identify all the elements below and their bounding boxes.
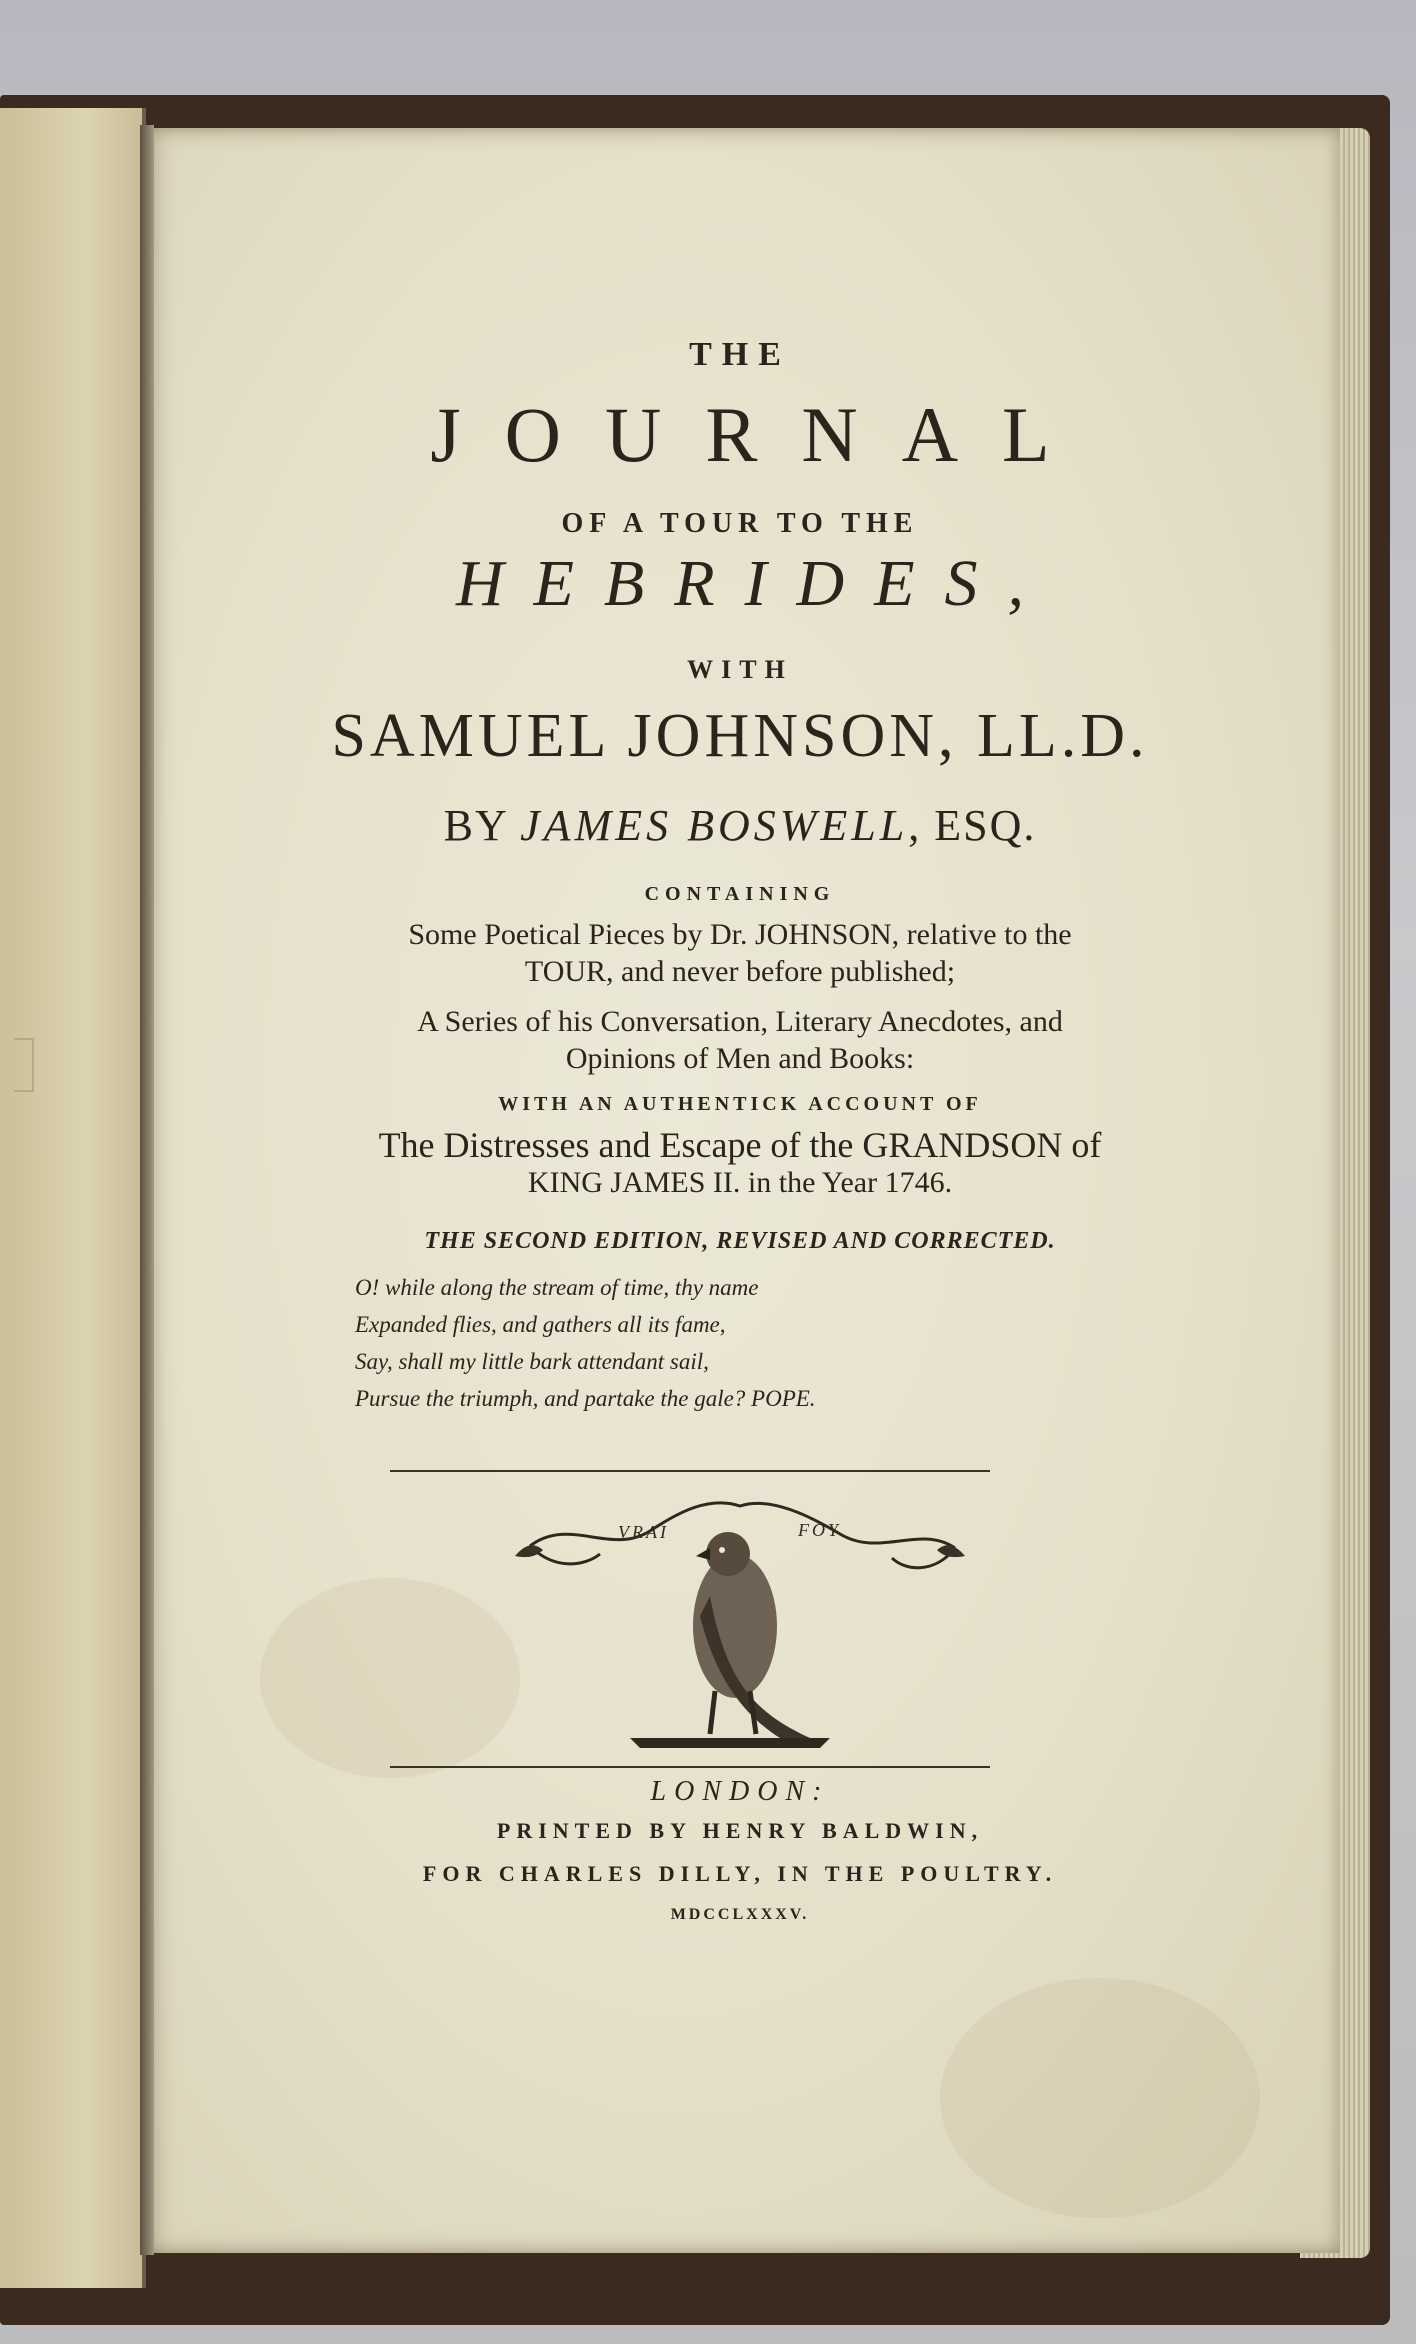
title-of-a-tour: OF A TOUR TO THE (561, 508, 919, 539)
imprint-printer: PRINTED BY HENRY BALDWIN, (496, 1818, 984, 1843)
contents-line: KING JAMES II. in the Year 1746. (527, 1166, 953, 1199)
left-page-mark (14, 1038, 34, 1092)
epigraph-line: O! while along the stream of time, thy name (355, 1275, 759, 1300)
imprint-year: MDCCLXXXV. (670, 1906, 810, 1923)
divider-rule (390, 1766, 990, 1768)
falcon-crest-icon (510, 1476, 970, 1766)
author-by: BY (443, 801, 521, 850)
author-name: JAMES BOSWELL (520, 801, 909, 850)
account-heading: WITH AN AUTHENTICK ACCOUNT OF (498, 1093, 982, 1115)
epigraph-line: Say, shall my little bark attendant sail, (355, 1349, 709, 1374)
contents-line: TOUR, and never before published; (524, 955, 956, 988)
motto-right: FOY (798, 1520, 842, 1540)
contents-line: The Distresses and Escape of the GRANDSON of (378, 1125, 1102, 1165)
contents-line: Some Poetical Pieces by Dr. JOHNSON, relative to the (408, 918, 1072, 951)
paper-stain (940, 1978, 1260, 2218)
motto-left: VRAI (618, 1522, 669, 1542)
author-line (140, 800, 1340, 851)
left-page (0, 108, 146, 2288)
title-page (140, 128, 1340, 2253)
imprint-city: LONDON: (650, 1776, 830, 1807)
epigraph-line: Expanded flies, and gathers all its fame, (355, 1312, 726, 1337)
title-with: WITH (687, 655, 793, 684)
edition-statement: THE SECOND EDITION, REVISED AND CORRECTED. (424, 1228, 1056, 1254)
contents-line: A Series of his Conversation, Literary Anecdotes, and (417, 1005, 1063, 1038)
title-samuel-johnson: SAMUEL JOHNSON, LL.D. (331, 702, 1149, 770)
book-gutter (140, 125, 154, 2255)
title-journal: JOURNAL (430, 391, 1094, 478)
containing-heading: CONTAINING (644, 883, 836, 905)
imprint-publisher: FOR CHARLES DILLY, IN THE POULTRY. (422, 1861, 1058, 1886)
title-hebrides: HEBRIDES, (455, 547, 1055, 620)
paper-stain (260, 1578, 520, 1778)
divider-rule (390, 1470, 990, 1472)
author-esq: , ESQ. (908, 801, 1037, 850)
epigraph-line: Pursue the triumph, and partake the gale? POPE. (355, 1386, 816, 1411)
title-the: THE (689, 336, 791, 373)
contents-line: Opinions of Men and Books: (565, 1042, 915, 1075)
